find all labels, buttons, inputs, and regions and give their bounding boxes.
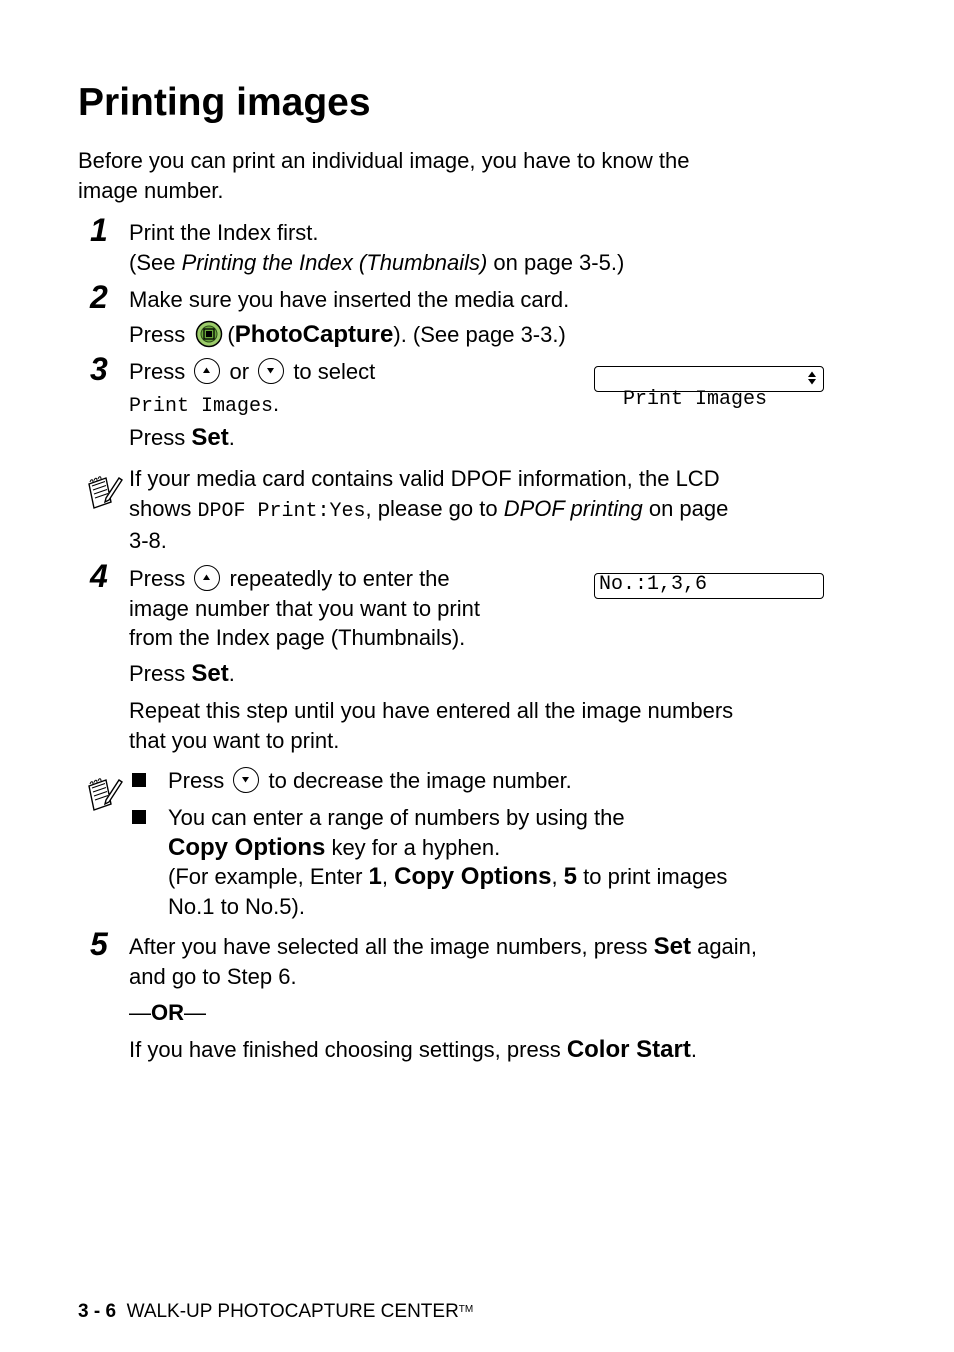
step-3-text: Press or to select — [129, 359, 376, 384]
photocapture-button-icon — [195, 320, 223, 348]
intro-text: Before you can print an individual image, you have to know the image number. — [78, 148, 690, 203]
step-number-2: 2 — [90, 279, 108, 315]
step-5-alt-text: If you have finished choosing settings, press Color Start. — [129, 1036, 697, 1063]
step-4-text: Press repeatedly to enter the image number that you want to print from the Index page (Thumbnails). — [129, 566, 480, 650]
up-arrow-button-icon — [194, 358, 220, 384]
up-down-arrow-icon — [807, 370, 817, 393]
note-1-text: If your media card contains valid DPOF information, the LCD shows DPOF Print:Yes, please go to DPOF printing on page 3-8. — [129, 466, 729, 553]
step-5-text: After you have selected all the image numbers, press Set again, and go to Step 6. — [129, 933, 758, 989]
page-number: 3 - 6 — [78, 1301, 117, 1322]
step-number-1: 1 — [90, 212, 108, 248]
down-arrow-button-icon — [258, 358, 284, 384]
step-5-or: —OR— — [129, 1000, 206, 1025]
step-number-5: 5 — [90, 926, 108, 962]
up-arrow-button-icon — [194, 565, 220, 591]
page-title: Printing images — [78, 81, 371, 124]
step-number-4: 4 — [90, 558, 108, 594]
step-4-press-set: Press Set. — [129, 660, 235, 687]
note-2-bullet-2: You can enter a range of numbers by using the Copy Options key for a hyphen. (For example, Enter 1, Copy Options, 5 to print images No.1 to No.5). — [168, 805, 728, 919]
note-pencil-icon — [86, 472, 124, 515]
page-footer — [78, 1299, 473, 1325]
bullet-square-icon — [132, 773, 146, 787]
step-number-3: 3 — [90, 351, 108, 387]
step-2-text: Make sure you have inserted the media card. — [129, 287, 570, 312]
step-3-mono-line: Print Images. — [129, 391, 280, 418]
step-1-text: Print the Index first. (See Printing the Index (Thumbnails) on page 3-5.) — [129, 220, 625, 275]
lcd-display-image-numbers: No.:1,3,6 — [594, 573, 824, 599]
bullet-square-icon — [132, 810, 146, 824]
step-3-press-set: Press Set. — [129, 424, 235, 451]
step-2-press-line: Press (PhotoCapture). (See page 3-3.) — [129, 321, 566, 348]
note-2-bullet-1: Press to decrease the image number. — [168, 768, 572, 793]
lcd-display-print-images: Print Images — [594, 366, 824, 392]
step-4-repeat-text: Repeat this step until you have entered all the image numbers that you want to print. — [129, 698, 734, 753]
note-pencil-icon — [86, 774, 124, 817]
footer-title: WALK-UP PHOTOCAPTURE CENTER — [126, 1301, 459, 1322]
down-arrow-button-icon — [233, 767, 259, 793]
trademark: TM — [458, 1304, 474, 1315]
